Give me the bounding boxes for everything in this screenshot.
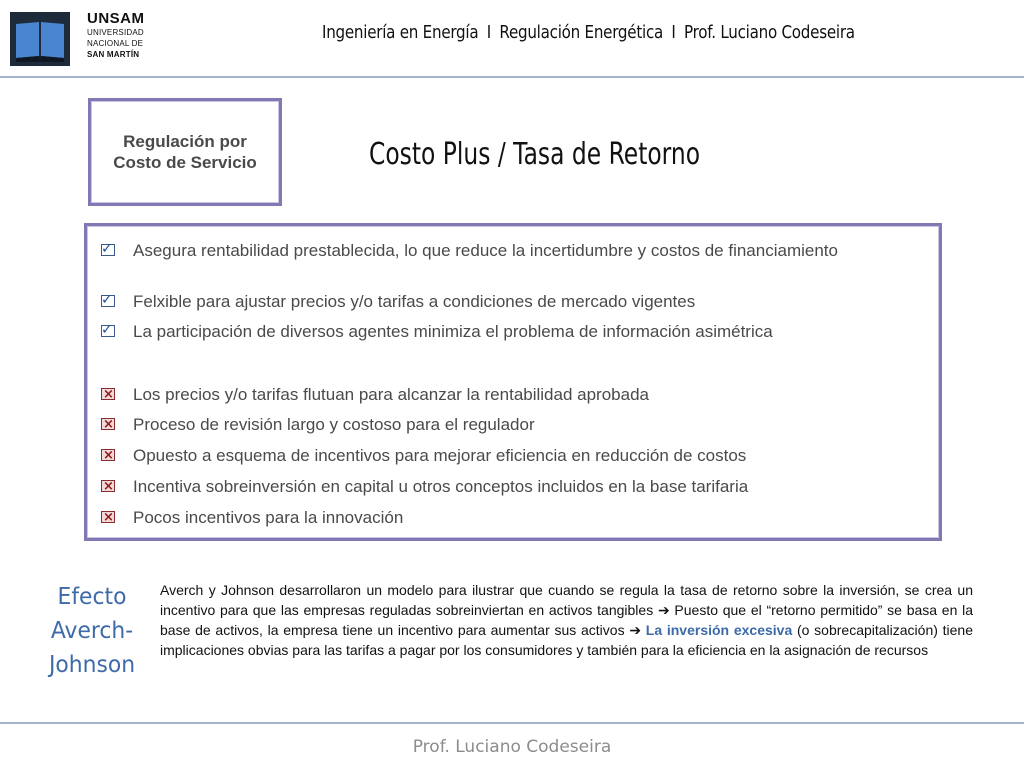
list-item — [101, 445, 927, 466]
list-item-text: Asegura rentabilidad prestablecida, lo que reduce la incertidumbre y costos de financiamiento — [133, 241, 838, 260]
professor-name: Prof. Luciano Codeseira — [684, 22, 855, 43]
university-line-2: NACIONAL DE — [87, 39, 144, 48]
list-item-text: Opuesto a esquema de incentivos para mejorar eficiencia en reducción de costos — [133, 446, 747, 465]
list-item — [101, 507, 927, 528]
list-item — [101, 414, 927, 435]
university-line-1: UNIVERSIDAD — [87, 28, 144, 37]
averch-johnson-paragraph — [160, 580, 973, 660]
footer-divider — [0, 722, 1024, 724]
header-divider — [0, 76, 1024, 78]
open-book-icon — [10, 12, 70, 66]
subject-name: Regulación Energética — [499, 22, 664, 43]
university-acronym: UNSAM — [87, 10, 145, 27]
list-item — [101, 384, 927, 405]
list-item-text: Felxible para ajustar precios y/o tarifas a condiciones de mercado vigentes — [133, 292, 696, 311]
paragraph-part-2: Puesto que el “retorno permitido” se basa en la base de activos, la empresa tiene un incentivo para aumentar sus activos — [160, 602, 973, 638]
list-item — [101, 476, 927, 497]
topic-label-box — [88, 98, 282, 206]
header-title — [322, 22, 855, 43]
topic-label: Regulación por Costo de Servicio — [113, 132, 257, 172]
checkbox-checked-icon — [101, 244, 115, 256]
list-item-text: Pocos incentivos para la innovación — [133, 508, 404, 527]
paragraph-part-3: (o sobrecapitalización) tiene implicaciones obvias para las tarifas a pagar por los consumidores y también para la eficiencia en la asignación de recursos — [160, 622, 973, 658]
list-item-text: Proceso de revisión largo y costoso para el regulador — [133, 415, 535, 434]
checkbox-crossed-icon — [101, 388, 115, 400]
list-item-text: Los precios y/o tarifas flutuan para alcanzar la rentabilidad aprobada — [133, 385, 649, 404]
header-separator: I — [486, 22, 491, 43]
section-title: Efecto Averch-Johnson — [48, 584, 136, 678]
checkbox-crossed-icon — [101, 480, 115, 492]
checkbox-checked-icon — [101, 295, 115, 307]
list-item — [101, 291, 927, 312]
list-item — [101, 321, 927, 342]
paragraph-part-1: Averch y Johnson desarrollaron un modelo para ilustrar que cuando se regula la tasa de retorno sobre la inversión, se crea un incentivo para que las empresas reguladas sobreinviertan en activos tangibles — [160, 582, 973, 618]
checkbox-crossed-icon — [101, 511, 115, 523]
header-separator: I — [671, 22, 676, 43]
checkbox-checked-icon — [101, 325, 115, 337]
course-name: Ingeniería en Energía — [322, 22, 479, 43]
pros-cons-box — [84, 223, 942, 541]
university-logo-text — [87, 10, 145, 60]
checkbox-crossed-icon — [101, 418, 115, 430]
list-item — [101, 240, 927, 261]
arrow-icon: ➔ — [629, 622, 642, 638]
list-item-text: La participación de diversos agentes minimiza el problema de información asimétrica — [133, 322, 773, 341]
highlight-text: La inversión excesiva — [645, 622, 793, 638]
list-item-text: Incentiva sobreinversión en capital u otros conceptos incluidos en la base tarifaria — [133, 477, 749, 496]
university-line-3: SAN MARTÍN — [87, 50, 140, 59]
footer-text: Prof. Luciano Codeseira — [412, 737, 612, 757]
checkbox-crossed-icon — [101, 449, 115, 461]
slide-title: Costo Plus / Tasa de Retorno — [369, 137, 701, 172]
arrow-icon: ➔ — [657, 602, 670, 618]
